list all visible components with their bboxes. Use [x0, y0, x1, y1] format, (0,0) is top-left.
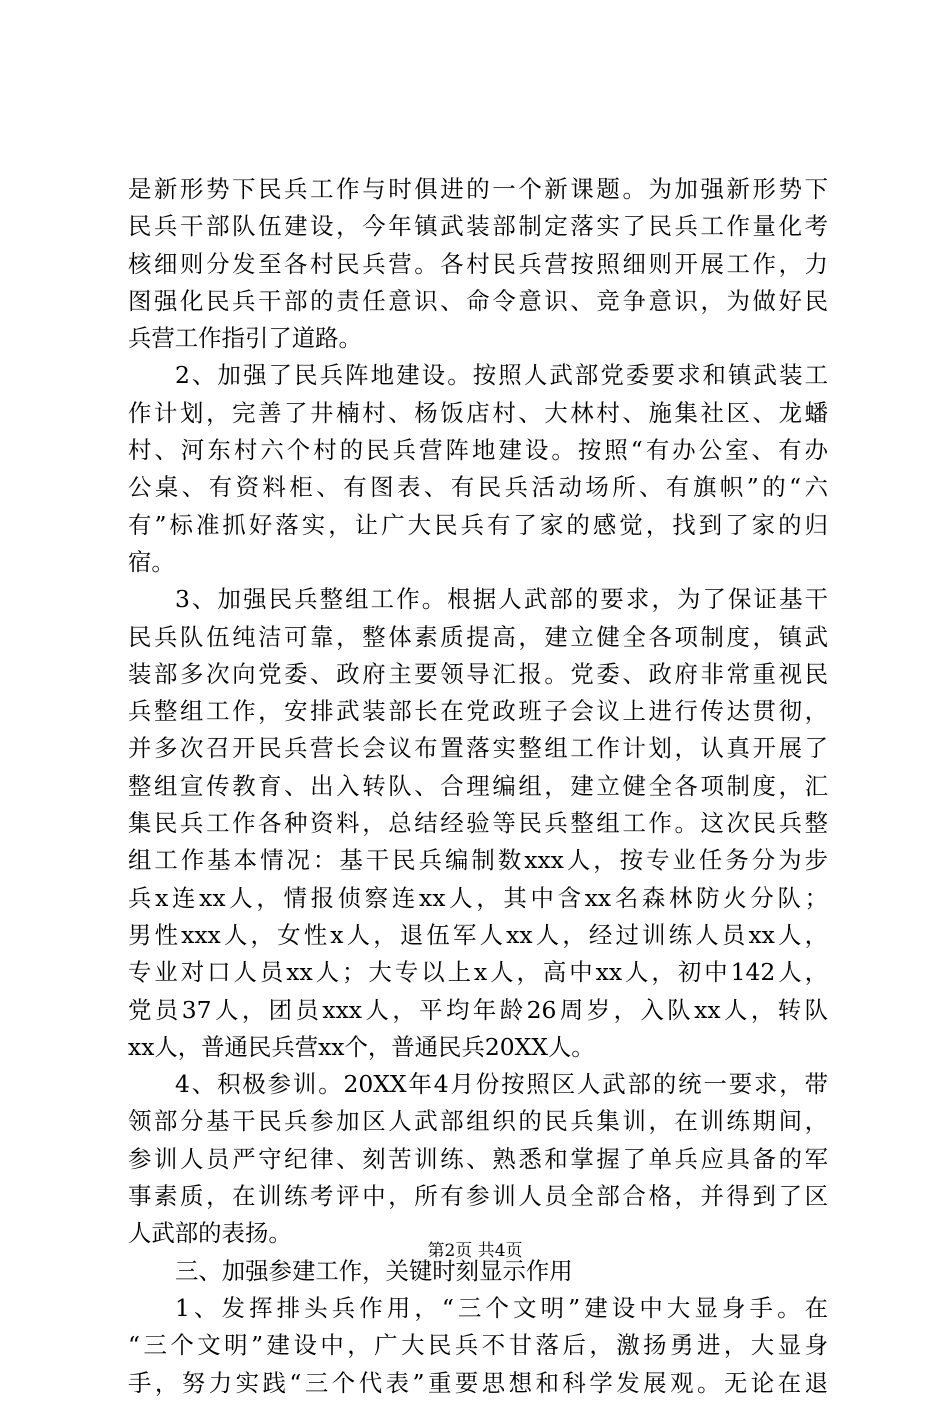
paragraph-start-line: 4、积极参训。20XX年4月份按照区人武部的统一要求，带: [175, 1070, 828, 1099]
text-line: 组工作基本情况：基干民兵编制数xxx人，按专业任务分为步: [128, 846, 828, 875]
text-line: “三个文明”建设中，广大民兵不甘落后，激扬勇进，大显身: [128, 1331, 828, 1360]
text-line: 人武部的表扬。: [128, 1219, 292, 1248]
text-line: 民兵队伍纯洁可靠，整体素质提高，建立健全各项制度，镇武: [128, 622, 828, 651]
text-line: 图强化民兵干部的责任意识、命令意识、竞争意识，为做好民: [128, 286, 828, 315]
paragraph-start-line: 1、发挥排头兵作用，“三个文明”建设中大显身手。在: [175, 1293, 828, 1322]
document-body: [128, 171, 828, 1402]
text-line: 党员37人，团员xxx人，平均年龄26周岁，入队xx人，转队: [128, 995, 828, 1024]
text-line: 村、河东村六个村的民兵营阵地建设。按照“有办公室、有办: [128, 436, 828, 465]
text-line: 公桌、有资料柜、有图表、有民兵活动场所、有旗帜”的“六: [128, 473, 828, 502]
text-line: 手，努力实践“三个代表”重要思想和科学发展观。无论在退: [128, 1368, 828, 1397]
text-line: 集民兵工作各种资料，总结经验等民兵整组工作。这次民兵整: [128, 809, 828, 838]
text-line: 男性xxx人，女性x人，退伍军人xx人，经过训练人员xx人，: [128, 920, 828, 949]
text-line: xx人，普通民兵营xx个，普通民兵20XX人。: [128, 1032, 595, 1061]
text-line: 有”标准抓好落实，让广大民兵有了家的感觉，找到了家的归: [128, 510, 828, 539]
paragraph-start-line: 3、加强民兵整组工作。根据人武部的要求，为了保证基干: [175, 585, 828, 614]
text-line: 是新形势下民兵工作与时俱进的一个新课题。为加强新形势下: [128, 175, 828, 203]
text-line: 民兵干部队伍建设，今年镇武装部制定落实了民兵工作量化考: [128, 212, 828, 241]
page-footer: 第2页 共4页: [427, 1241, 523, 1261]
text-line: 兵营工作指引了道路。: [128, 324, 362, 353]
text-line: 专业对口人员xx人；大专以上x人，高中xx人，初中142人，: [128, 958, 828, 987]
text-line: 参训人员严守纪律、刻苦训练、熟悉和掌握了单兵应具备的军: [128, 1144, 828, 1173]
text-line: 作计划，完善了井楠村、杨饭店村、大林村、施集社区、龙蟠: [128, 398, 828, 427]
text-line: 并多次召开民兵营长会议布置落实整组工作计划，认真开展了: [128, 734, 828, 763]
text-line: 整组宣传教育、出入转队、合理编组，建立健全各项制度，汇: [128, 771, 828, 800]
text-line: 核细则分发至各村民兵营。各村民兵营按照细则开展工作，力: [128, 249, 828, 278]
text-line: 兵整组工作，安排武装部长在党政班子会议上进行传达贯彻，: [128, 697, 828, 726]
section-heading: 三、加强参建工作，关键时刻显示作用: [175, 1256, 573, 1285]
text-line: 事素质，在训练考评中，所有参训人员全部合格，并得到了区: [128, 1182, 828, 1211]
text-line: 装部多次向党委、政府主要领导汇报。党委、政府非常重视民: [128, 659, 828, 688]
paragraph-start-line: 2、加强了民兵阵地建设。按照人武部党委要求和镇武装工: [175, 361, 828, 390]
text-line: 兵x连xx人，情报侦察连xx人，其中含xx名森林防火分队；: [128, 883, 828, 912]
text-line: 领部分基干民兵参加区人武部组织的民兵集训，在训练期间，: [128, 1107, 828, 1136]
text-line: 宿。: [128, 547, 175, 576]
